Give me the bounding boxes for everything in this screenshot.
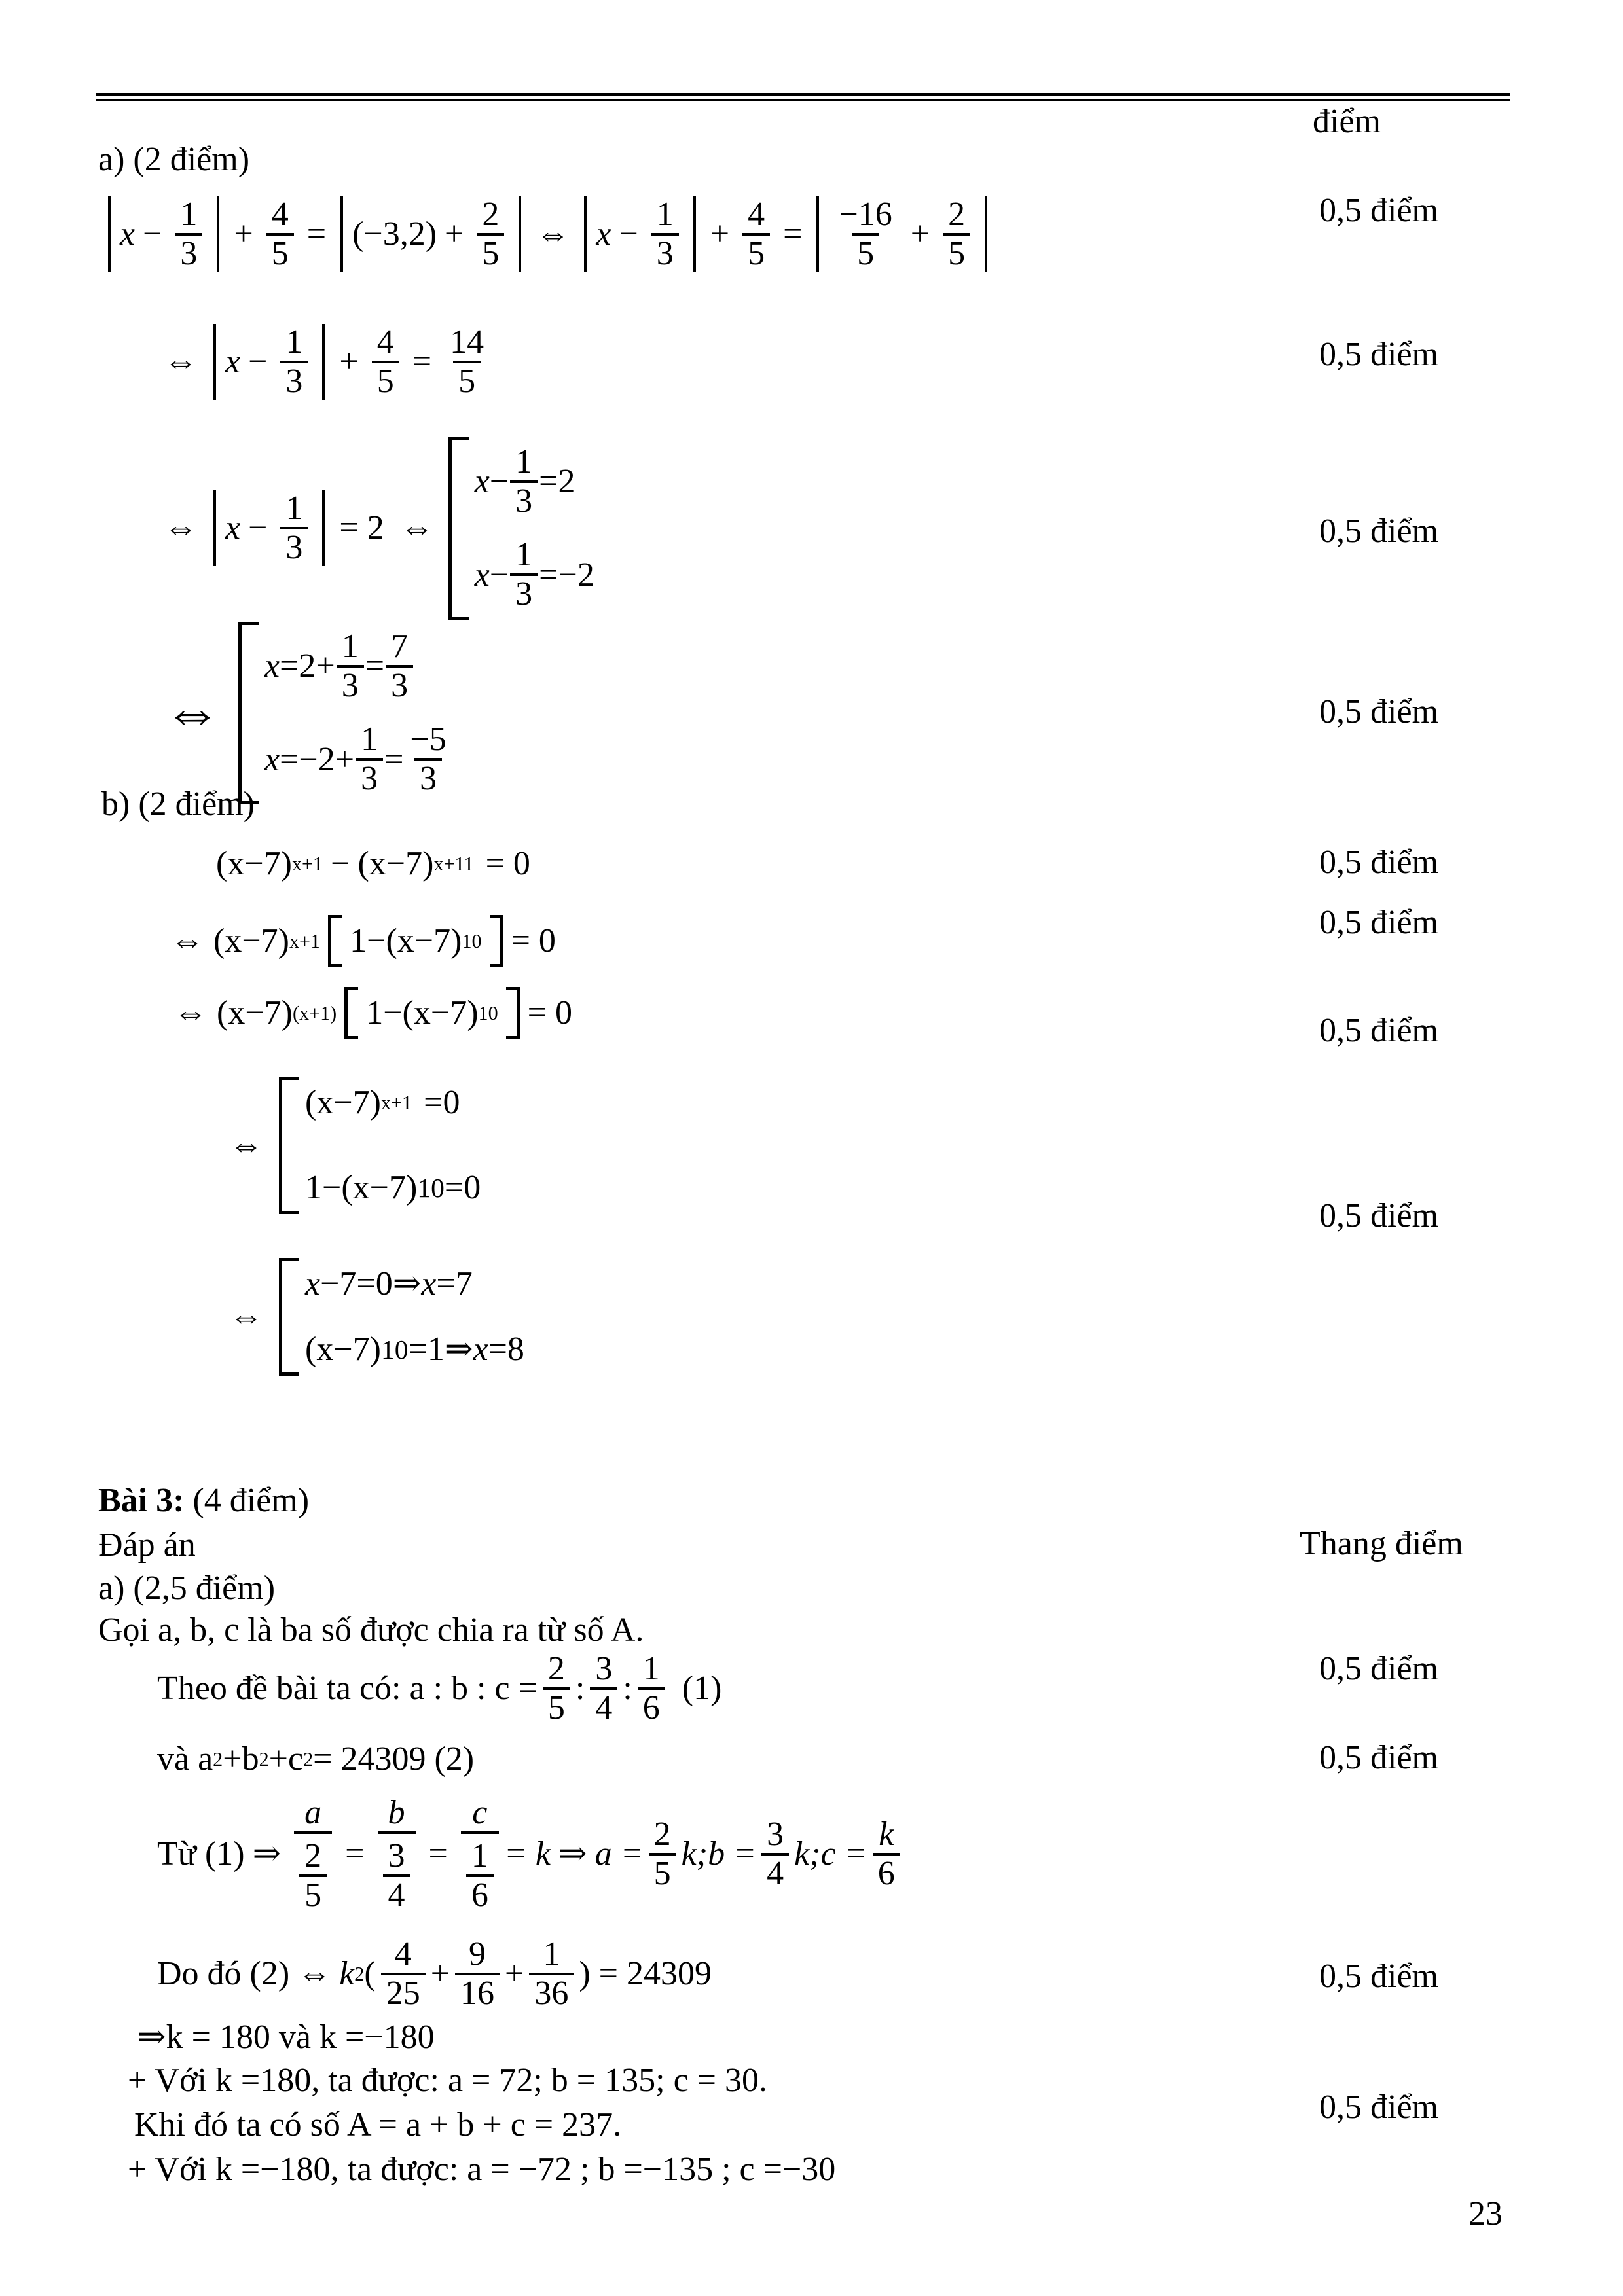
cases-bracket	[279, 1077, 481, 1214]
math-token: :	[623, 1670, 632, 1708]
fraction: $\frac{4}{5}$	[742, 196, 770, 272]
equation-b5	[229, 1258, 524, 1376]
fraction: $\frac{2}{5}$	[649, 1816, 676, 1892]
math-token: =−2+	[280, 740, 355, 778]
math-token: =−2	[539, 556, 594, 594]
bracket-group: 1−(x−7) 10	[344, 987, 519, 1039]
math-token: +	[234, 215, 253, 253]
math-token: (x−7)	[213, 922, 289, 960]
math-token: Theo đề bài ta có: a : b : c =	[157, 1670, 538, 1708]
equation-b1: (x−7) x+1 − (x−7) x+11 = 0	[216, 845, 530, 882]
dap-an-label: Đáp án	[98, 1526, 196, 1564]
tu-line: Từ (1) ⇒ $\frac{a}{\frac{2}{5}}$ = $\frac{b}{\frac{3}{4}}$ = $\frac{c}{\frac{1}{6}}$ = k ⇒ a = $\frac{2}{5}$ k;b = $\frac{3}{4}$ k;c = $\frac{k}{6}$	[157, 1795, 905, 1914]
fraction: $\frac{3}{4}$	[383, 1838, 410, 1914]
fraction: $\frac{1}{3}$	[510, 444, 538, 520]
absolute-value-group: $\frac{-16}{5}$ + $\frac{2}{5}$	[816, 196, 987, 272]
iff-symbol: ⇔	[164, 343, 198, 381]
math-token: (x−7)	[305, 1084, 381, 1121]
cases-bracket	[448, 437, 594, 620]
right-bracket	[490, 915, 503, 967]
iff-symbol: ⇔	[229, 1297, 263, 1335]
bai3-label: Bài 3:	[98, 1482, 185, 1519]
fraction	[175, 196, 202, 272]
math-token: =2	[539, 463, 575, 501]
implies-symbol: ⇒	[444, 1330, 473, 1368]
fraction: $\frac{k}{6}$	[873, 1816, 900, 1892]
va-line: và a 2 +b 2 +c 2 = 24309 (2)	[157, 1740, 475, 1778]
dodo-line: Do đó (2) ⇔ k 2 ( $\frac{4}{25}$ + $\frac{9}{16}$ + $\frac{1}{36}$ ) = 24309	[157, 1935, 712, 2013]
fraction: $\frac{1}{3}$	[510, 537, 538, 613]
fraction: $\frac{1}{3}$	[280, 324, 308, 400]
iff-symbol: ⇔	[164, 681, 221, 745]
math-token: (	[364, 1955, 376, 1993]
math-token: x	[120, 215, 136, 253]
equation-b3: ⇔ (x−7) (x+1) 1−(x−7) 10 = 0	[173, 987, 572, 1039]
fraction: $\frac{1}{6}$	[638, 1651, 665, 1727]
math-token: ) = 24309	[579, 1955, 712, 1993]
score-badge: 0,5 điểm	[1319, 1958, 1438, 1995]
math-token: =	[306, 215, 327, 253]
fraction: $\frac{7}{3}$	[386, 628, 413, 704]
absolute-value-group: x − $\frac{1}{3}$	[213, 324, 325, 400]
math-token: k	[339, 1955, 355, 1993]
math-token: a =	[594, 1835, 644, 1873]
table-top-border	[96, 93, 1510, 101]
equation-a1: x − $\frac{1}{3}$ + $\frac{4}{5}$ = (−3,2) + $\frac{2}{5}$ ⇔ x − $\frac{1}{3}$ + $\frac{4}{5}$ = $\frac{-16}{5}$ + $\frac{2}{5}$	[101, 196, 994, 272]
k-line: ⇒k = 180 và k =−180	[137, 2018, 435, 2056]
case-line: 1−(x−7) 10 =0	[305, 1168, 481, 1206]
math-token: và a	[157, 1740, 213, 1778]
fraction: $\frac{1}{6}$	[466, 1838, 494, 1914]
math-token: (x−7)	[217, 994, 293, 1031]
fraction: $\frac{1}{36}$	[529, 1936, 574, 2012]
fraction: $\frac{a}{\frac{2}{5}}$	[294, 1795, 332, 1914]
iff-symbol: ⇔	[297, 1955, 332, 1993]
fraction: $\frac{c}{\frac{1}{6}}$	[461, 1795, 499, 1914]
math-token: = 24309 (2)	[313, 1740, 475, 1778]
fraction: $\frac{4}{5}$	[372, 324, 399, 400]
score-badge: 0,5 điểm	[1319, 1650, 1438, 1687]
goi-line: Gọi a, b, c là ba số được chia ra từ số A.	[98, 1611, 644, 1649]
score-badge: 0,5 điểm	[1319, 1197, 1438, 1234]
absolute-value-group	[340, 196, 521, 272]
fraction: $\frac{3}{4}$	[590, 1651, 617, 1727]
cases-bracket	[279, 1258, 524, 1376]
fraction: $\frac{2}{5}$	[477, 196, 504, 272]
a25-title: a) (2,5 điểm)	[98, 1570, 276, 1607]
math-token: +	[445, 215, 464, 253]
math-token: −7=0	[320, 1265, 393, 1302]
fraction: $\frac{b}{\frac{3}{4}}$	[378, 1795, 416, 1914]
voi1-line: + Với k =180, ta được: a = 72; b = 135; c = 30.	[128, 2062, 767, 2099]
section-a-title: a) (2 điểm)	[98, 141, 250, 178]
math-token: =	[365, 647, 385, 685]
case-line: (x−7) 10 =1 ⇒ x =8	[305, 1330, 524, 1368]
khi-line: Khi đó ta có số A = a + b + c = 237.	[134, 2106, 622, 2144]
implies-symbol: ⇒	[558, 1835, 587, 1873]
implies-symbol: ⇒	[392, 1265, 422, 1302]
fraction: $\frac{14}{5}$	[450, 323, 484, 401]
score-badge: 0,5 điểm	[1319, 1739, 1438, 1776]
score-badge: 0,5 điểm	[1319, 844, 1438, 881]
iff-symbol: ⇔	[399, 509, 434, 547]
fraction: $\frac{1}{3}$	[651, 196, 679, 272]
fraction: $\frac{2}{5}$	[299, 1838, 327, 1914]
iff-symbol: ⇔	[164, 509, 198, 547]
math-token: 1−(x−7)	[366, 994, 479, 1031]
case-line: (x−7) x+1 =0	[305, 1084, 460, 1121]
thang-diem-label: Thang điểm	[1300, 1525, 1463, 1562]
score-badge: 0,5 điểm	[1319, 1012, 1438, 1049]
math-token: =	[384, 740, 404, 778]
math-token: (x−7)	[357, 845, 434, 882]
equation-a3	[164, 437, 594, 620]
absolute-value-group: x − $\frac{1}{3}$	[213, 490, 325, 566]
col-header-diem: điểm	[1313, 103, 1381, 140]
score-badge: 0,5 điểm	[1319, 904, 1438, 941]
equation-number: (1)	[682, 1670, 722, 1708]
math-token: Do đó (2)	[157, 1955, 290, 1993]
math-token: k;c =	[794, 1835, 867, 1873]
case-line: x − $\frac{1}{3}$ =2	[474, 443, 575, 520]
equation-a4	[164, 622, 453, 804]
math-token: = 0	[485, 845, 530, 882]
score-badge: 0,5 điểm	[1319, 336, 1438, 373]
math-token: = 2	[339, 509, 384, 547]
voi2-line: + Với k =−180, ta được: a = −72 ; b =−135 ; c =−30	[128, 2151, 836, 2188]
case-line: x =2+ $\frac{1}{3}$ = $\frac{7}{3}$	[264, 628, 453, 704]
math-token: (−3,2)	[352, 215, 437, 253]
math-token: −	[143, 215, 162, 253]
math-token: (x−7)	[216, 845, 292, 882]
iff-symbol: ⇔	[170, 922, 204, 960]
equation-a2: ⇔ x − $\frac{1}{3}$ + $\frac{4}{5}$ = $\frac{14}{5}$	[164, 324, 494, 400]
math-token: 1−(x−7)	[305, 1168, 418, 1206]
math-token: =8	[488, 1330, 524, 1368]
bai3-title	[98, 1480, 309, 1520]
math-token: =1	[408, 1330, 445, 1368]
bracket-group: 1−(x−7) 10	[328, 915, 503, 967]
math-token: 1−(x−7)	[350, 922, 462, 960]
right-bracket	[506, 987, 520, 1039]
math-token: = k	[503, 1835, 551, 1873]
fraction: $\frac{-16}{5}$	[839, 196, 892, 273]
math-token: =2+	[280, 647, 335, 685]
math-token: Từ (1)	[157, 1835, 245, 1873]
cases-bracket	[238, 622, 453, 804]
page-number: 23	[1468, 2195, 1503, 2233]
fraction-denominator: 3	[175, 233, 202, 272]
theo-line	[157, 1651, 721, 1727]
equation-b2: ⇔ (x−7) x+1 1−(x−7) 10 = 0	[170, 915, 556, 967]
math-token: +c	[268, 1740, 304, 1778]
fraction: $\frac{4}{25}$	[381, 1936, 426, 2012]
fraction: $\frac{2}{5}$	[543, 1651, 570, 1727]
math-token: +b	[223, 1740, 259, 1778]
fraction: $\frac{1}{3}$	[356, 721, 383, 797]
fraction: $\frac{2}{5}$	[943, 196, 970, 272]
absolute-value-group	[108, 196, 219, 272]
math-token: (x−7)	[305, 1330, 381, 1368]
score-badge: 0,5 điểm	[1319, 2089, 1438, 2126]
score-badge: 0,5 điểm	[1319, 192, 1438, 229]
math-token: =0	[424, 1084, 460, 1121]
math-token: k;b =	[681, 1835, 757, 1873]
fraction: $\frac{1}{3}$	[280, 490, 308, 566]
fraction: $\frac{-5}{3}$	[410, 721, 447, 798]
fraction: $\frac{9}{16}$	[455, 1936, 500, 2012]
fraction-numerator: 1	[180, 196, 198, 233]
iff-symbol: ⇔	[536, 215, 570, 253]
bai3-points: (4 điểm)	[184, 1482, 310, 1519]
absolute-value-group: x − $\frac{1}{3}$	[584, 196, 695, 272]
fraction: $\frac{3}{4}$	[761, 1816, 789, 1892]
math-token: = 0	[527, 994, 572, 1031]
math-token: :	[575, 1670, 585, 1708]
fraction: $\frac{4}{5}$	[266, 196, 294, 272]
iff-symbol: ⇔	[173, 994, 208, 1031]
case-line: x =−2+ $\frac{1}{3}$ = $\frac{-5}{3}$	[264, 721, 453, 797]
math-token: = 0	[511, 922, 556, 960]
implies-symbol: ⇒	[252, 1835, 282, 1873]
math-token: =0	[444, 1168, 481, 1206]
score-badge: 0,5 điểm	[1319, 512, 1438, 550]
fraction: $\frac{1}{3}$	[337, 628, 364, 704]
left-bracket	[328, 915, 342, 967]
section-b-title: b) (2 điểm)	[101, 785, 255, 823]
iff-symbol: ⇔	[229, 1126, 263, 1164]
case-line: x − $\frac{1}{3}$ =−2	[474, 536, 594, 613]
equation-b4	[229, 1077, 481, 1214]
math-token: =7	[436, 1265, 473, 1302]
score-badge: 0,5 điểm	[1319, 693, 1438, 730]
case-line: x −7=0 ⇒ x =7	[305, 1265, 473, 1302]
left-bracket	[344, 987, 358, 1039]
